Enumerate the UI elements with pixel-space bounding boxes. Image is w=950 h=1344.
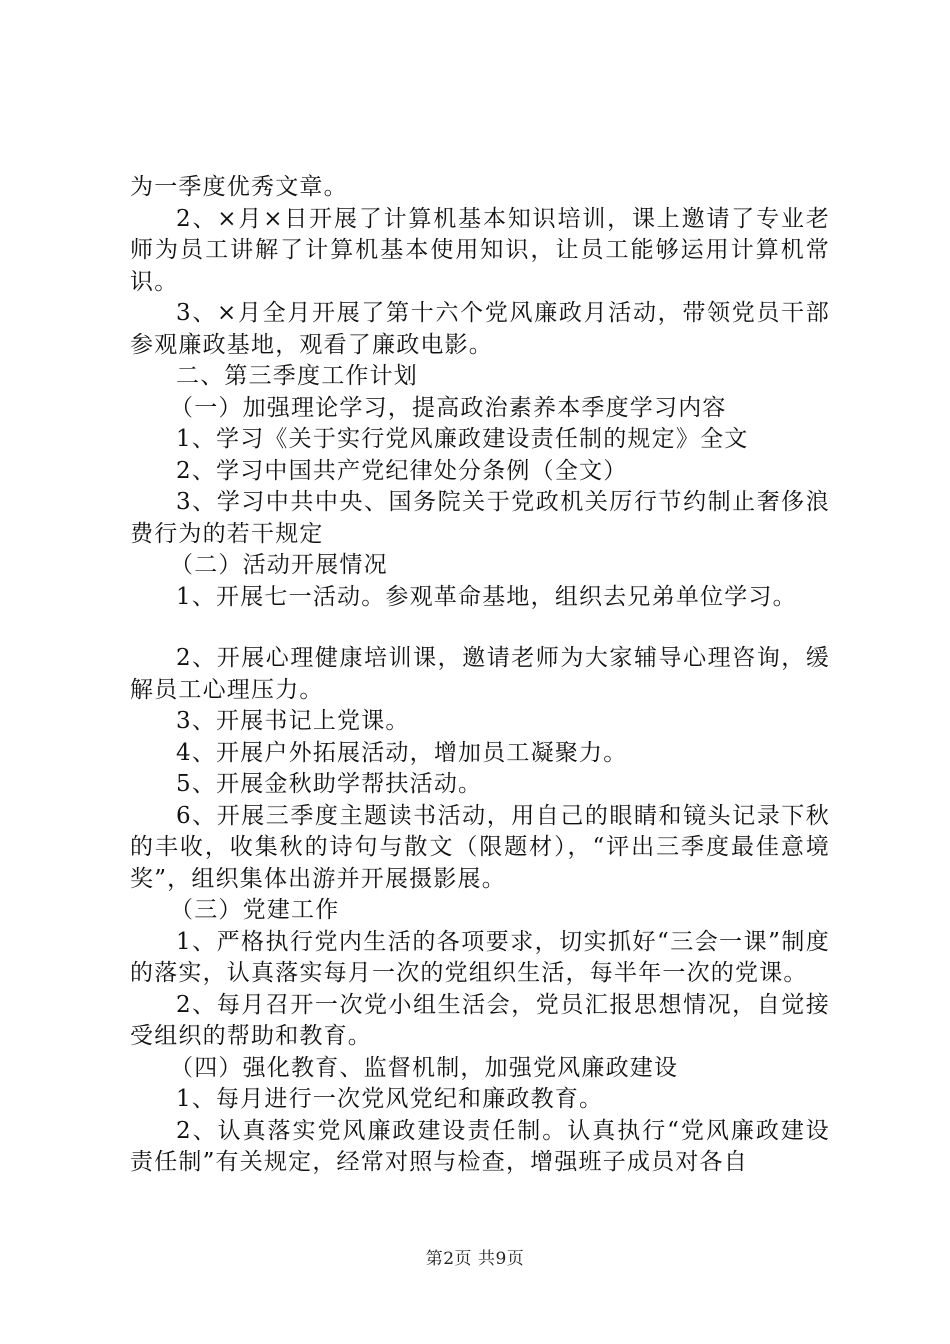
paragraph: 3、开展书记上党课。 xyxy=(176,708,410,734)
paragraph: 2、认真落实党风廉政建设责任制。认真执行“党风廉政建设责任制”有关规定，经常对照与检查，增强班子成员对各自 xyxy=(130,1117,830,1175)
paragraph: 1、学习《关于实行党风廉政建设责任制的规定》全文 xyxy=(176,426,749,452)
paragraph: 2、每月召开一次党小组生活会，党员汇报思想情况，自觉接受组织的帮助和教育。 xyxy=(130,991,830,1049)
document-body xyxy=(130,172,830,1179)
subsection-heading: （三）党建工作 xyxy=(170,897,340,923)
paragraph: 6、开展三季度主题读书活动，用自己的眼睛和镜头记录下秋的丰收，收集秋的诗句与散文（限题材），“评出三季度最佳意境奖”，组织集体出游并开展摄影展。 xyxy=(130,802,830,892)
paragraph: 2、×月×日开展了计算机基本知识培训，课上邀请了专业老师为员工讲解了计算机基本使用知识，让员工能够运用计算机常识。 xyxy=(130,205,830,295)
subsection-heading: （四）强化教育、监督机制，加强党风廉政建设 xyxy=(170,1054,679,1081)
subsection-heading: （一）加强理论学习，提高政治素养本季度学习内容 xyxy=(170,394,727,421)
paragraph: 1、每月进行一次党风党纪和廉政教育。 xyxy=(176,1086,604,1112)
paragraph: 1、开展七一活动。参观革命基地，组织去兄弟单位学习。 xyxy=(176,583,797,610)
paragraph: 2、开展心理健康培训课，邀请老师为大家辅导心理咨询，缓解员工心理压力。 xyxy=(130,645,830,703)
paragraph: 4、开展户外拓展活动，增加员工凝聚力。 xyxy=(176,739,628,766)
paragraph: 3、学习中共中央、国务院关于党政机关厉行节约制止奢侈浪费行为的若干规定 xyxy=(130,489,830,547)
paragraph: 1、严格执行党内生活的各项要求，切实抓好“三会一课”制度的落实，认真落实每月一次的党组织生活，每半年一次的党课。 xyxy=(130,928,830,986)
page-number-footer: 第2页 共9页 xyxy=(425,1249,525,1269)
subsection-heading: （二）活动开展情况 xyxy=(170,552,388,578)
paragraph: 5、开展金秋助学帮扶活动。 xyxy=(176,771,483,797)
paragraph: 为一季度优秀文章。 xyxy=(130,174,348,200)
paragraph: 3、×月全月开展了第十六个党风廉政月活动，带领党员干部参观廉政基地，观看了廉政电影。 xyxy=(130,300,830,358)
section-heading: 二、第三季度工作计划 xyxy=(176,363,418,389)
paragraph: 2、学习中国共产党纪律处分条例（全文） xyxy=(176,457,628,484)
